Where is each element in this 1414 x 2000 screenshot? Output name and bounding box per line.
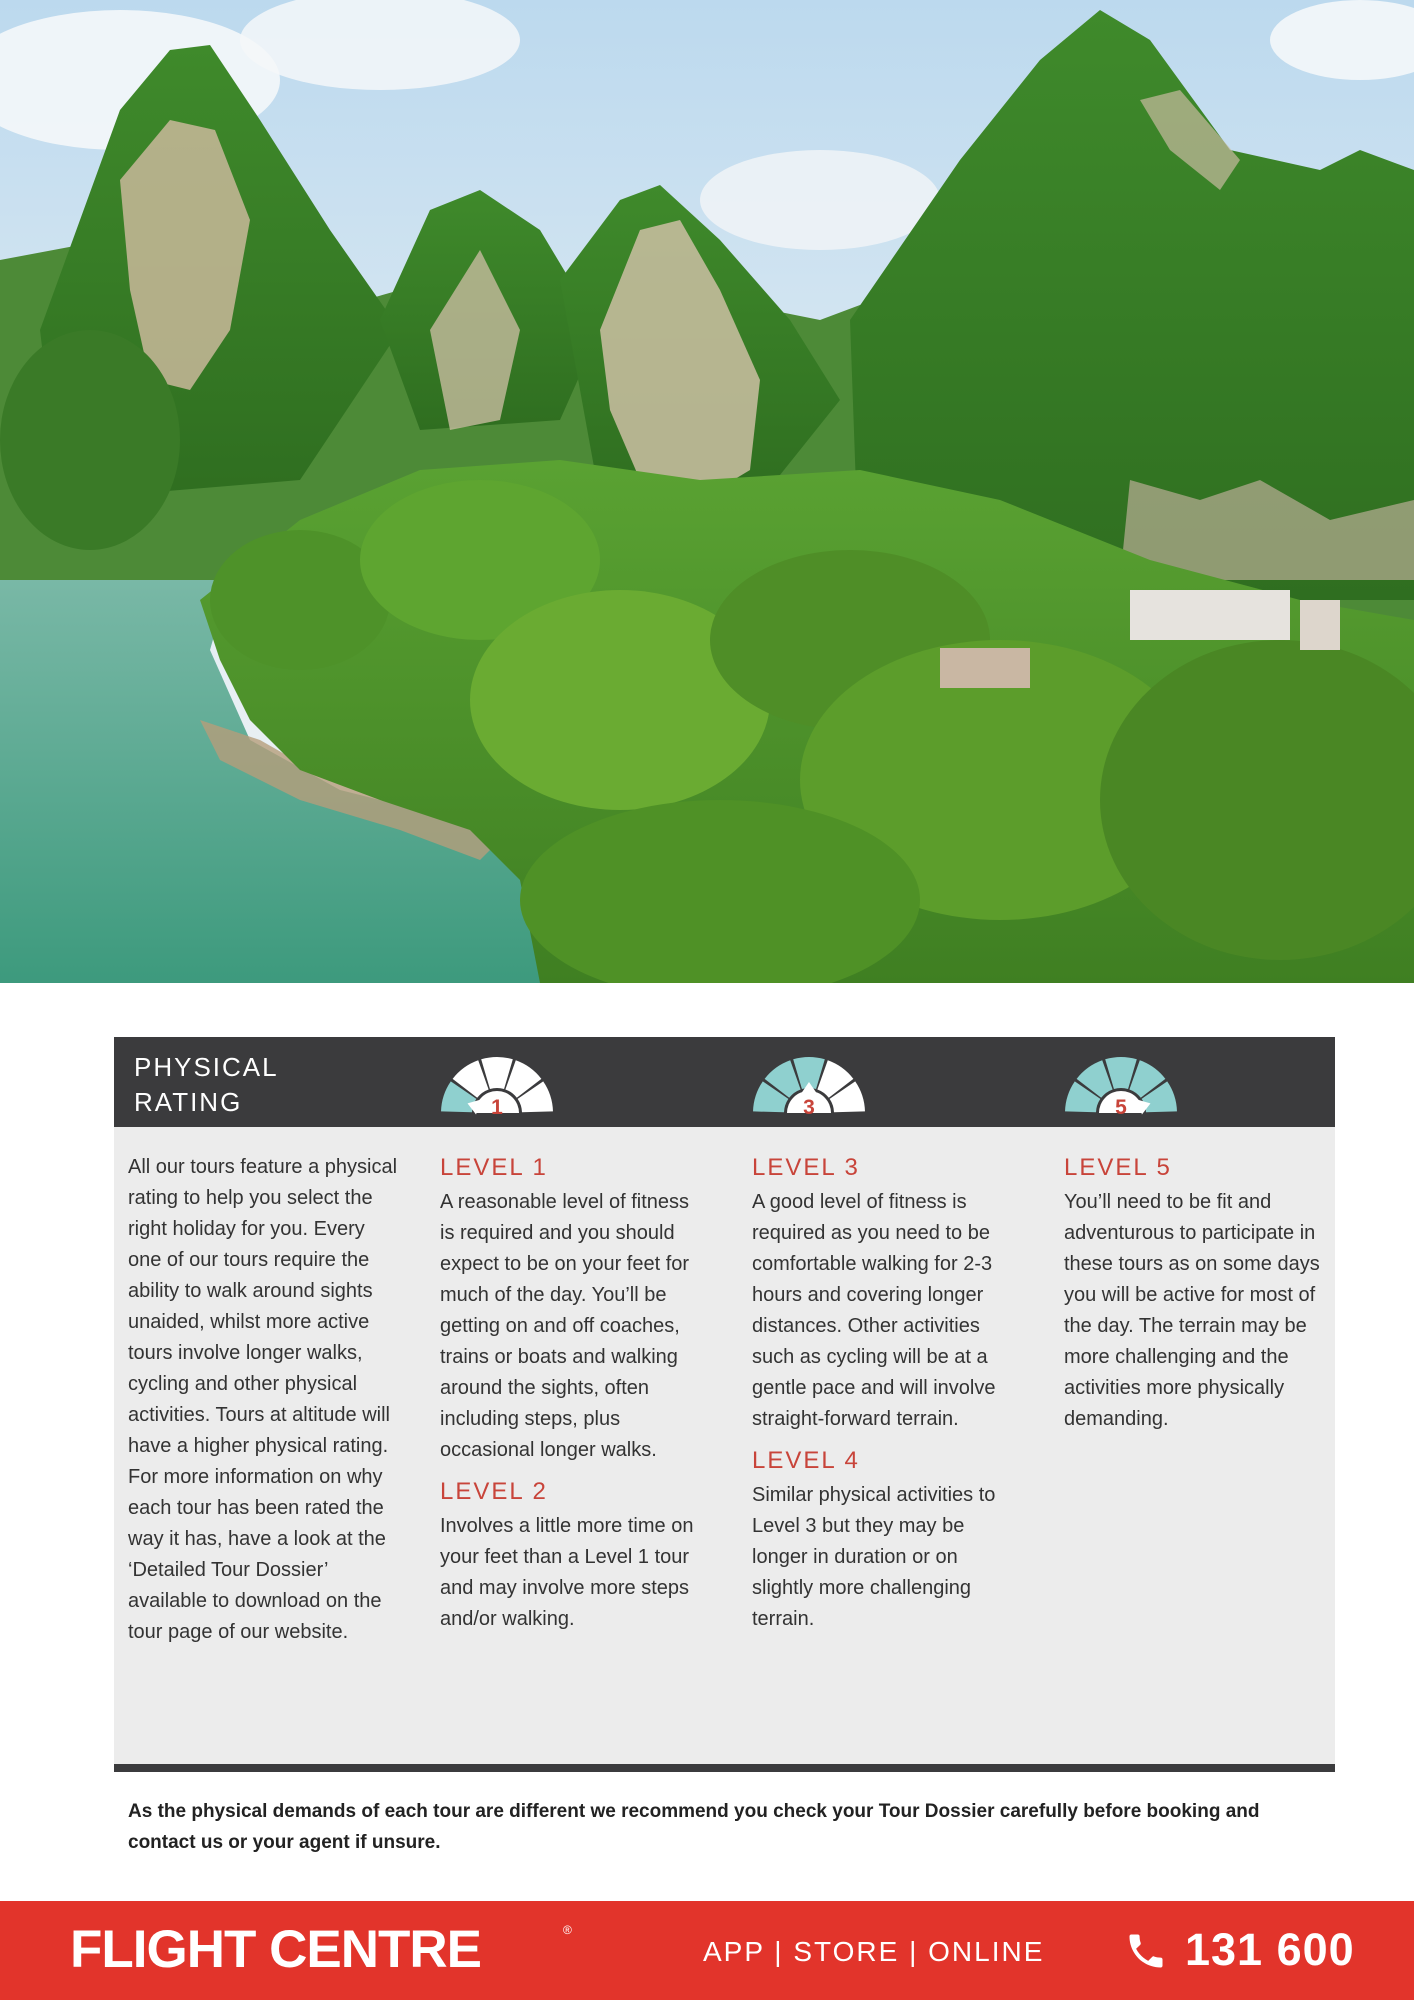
gauge-3-icon <box>751 1055 867 1117</box>
column-levels-1-2 <box>440 1152 700 1635</box>
column-level-5 <box>1064 1152 1324 1435</box>
phone-number[interactable]: 131 600 <box>1185 1924 1355 1975</box>
gauge-5-number: 5 <box>1115 1096 1127 1119</box>
gauge-1-icon <box>439 1055 555 1117</box>
level-3-block <box>752 1152 1012 1435</box>
level-4-heading: LEVEL 4 <box>752 1447 860 1474</box>
level-4-block <box>752 1445 1012 1635</box>
gauge-level-1 <box>439 1055 555 1117</box>
footer-bar <box>0 1901 1414 2000</box>
level-4-text: Similar physical activities to Level 3 but they may be longer in duration or on slightly more challenging terrain. <box>752 1484 996 1630</box>
panel-title-line2: RATING <box>134 1087 243 1117</box>
phone-icon <box>1124 1929 1168 1973</box>
level-1-text: A reasonable level of fitness is required and you should expect to be on your feet for much of the day. You’ll be getting on and off coaches, trains or boats and walking around the sights, often including steps, plus occasional longer walks. <box>440 1191 690 1461</box>
channels-text: APP | STORE | ONLINE <box>703 1936 1045 1967</box>
panel-bottom-rule <box>114 1764 1335 1772</box>
karst-mountains-photo <box>0 0 1414 983</box>
hero-photo <box>0 0 1414 983</box>
gauge-level-5 <box>1063 1055 1179 1117</box>
level-3-text: A good level of fitness is required as you need to be comfortable walking for 2-3 hours and covering longer distances. Other activities such as cycling will be at a gentle pace and will involve straight-forward terrain. <box>752 1191 996 1430</box>
physical-rating-panel <box>114 1037 1335 1772</box>
gauge-5-icon <box>1063 1055 1179 1117</box>
registered-mark: ® <box>563 1923 572 1937</box>
gauge-3-number: 3 <box>803 1096 815 1119</box>
level-2-block <box>440 1476 700 1635</box>
footnote: As the physical demands of each tour are different we recommend you check your Tour Dossier carefully before booking and contact us or your agent if unsure. <box>128 1801 1260 1853</box>
brand-logo[interactable]: FLIGHT CENTRE <box>70 1920 481 1979</box>
panel-header <box>114 1037 1335 1127</box>
panel-title <box>134 1050 279 1120</box>
level-5-heading: LEVEL 5 <box>1064 1154 1172 1181</box>
level-2-text: Involves a little more time on your feet than a Level 1 tour and may involve more steps and/or walking. <box>440 1515 694 1630</box>
level-1-heading: LEVEL 1 <box>440 1154 548 1181</box>
gauge-1-number: 1 <box>491 1096 503 1119</box>
level-5-block <box>1064 1152 1324 1435</box>
gauge-level-3 <box>751 1055 867 1117</box>
panel-title-line1: PHYSICAL <box>134 1052 279 1082</box>
level-3-heading: LEVEL 3 <box>752 1154 860 1181</box>
intro-text: All our tours feature a physical rating to help you select the right holiday for you. Every one of our tours require the ability to walk around sights unaided, whilst more active tours involve longer walks, cycling and other physical activities. Tours at altitude will have a higher physical rating. For more information on why each tour has been rated the way it has, have a look at the ‘Detailed Tour Dossier’ available to download on the tour page of our website. <box>128 1156 398 1643</box>
column-levels-3-4 <box>752 1152 1012 1635</box>
level-2-heading: LEVEL 2 <box>440 1478 548 1505</box>
level-5-text: You’ll need to be fit and adventurous to participate in these tours as on some days you will be active for most of the day. The terrain may be more challenging and the activities more physically demanding. <box>1064 1191 1320 1430</box>
level-1-block <box>440 1152 700 1466</box>
